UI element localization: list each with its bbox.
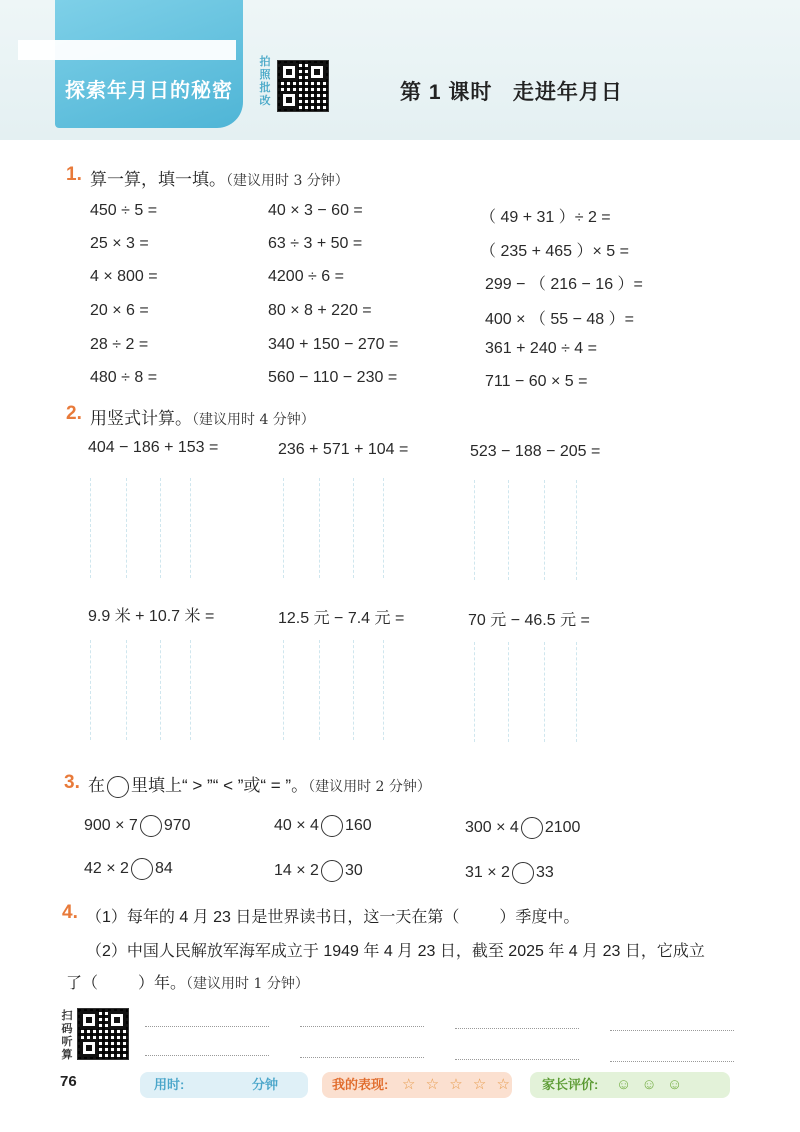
grid-line xyxy=(353,640,354,740)
grid-line xyxy=(576,480,577,580)
answer-line[interactable] xyxy=(300,1057,424,1058)
q1-expr: 40 × 3 − 60 = xyxy=(268,202,363,219)
grid-line xyxy=(90,478,91,578)
time-unit: 分钟 xyxy=(252,1077,279,1092)
time-label: 用时: xyxy=(154,1077,185,1092)
grid-line xyxy=(383,640,384,740)
q3-left: 42 × 2 xyxy=(84,860,129,878)
q4-line-3-a: 了（ xyxy=(66,975,99,992)
q1-expr: 340 + 150 − 270 = xyxy=(268,336,399,353)
answer-line[interactable] xyxy=(455,1028,579,1029)
answer-line[interactable] xyxy=(145,1055,269,1056)
q3-right: 2100 xyxy=(544,819,581,837)
grid-line xyxy=(576,642,577,742)
q1-expr: 20 × 6 = xyxy=(90,302,149,319)
q3-right: 160 xyxy=(344,817,372,835)
q1-time-note: （建议用时 3 分钟） xyxy=(226,173,349,189)
q4-line-3 xyxy=(66,970,309,993)
q3-item xyxy=(84,858,173,880)
q3-number: 3. xyxy=(64,772,80,793)
q3-right: 30 xyxy=(344,862,363,880)
circle-blank-icon xyxy=(107,776,129,798)
q3-right: 84 xyxy=(154,860,173,878)
grid-line xyxy=(160,640,161,740)
compare-circle[interactable] xyxy=(140,815,162,837)
q2-number: 2. xyxy=(66,403,82,424)
answer-line[interactable] xyxy=(145,1026,269,1027)
q1-expr: 4 × 800 = xyxy=(90,268,158,285)
q3-instruction-a: 在 xyxy=(88,776,105,795)
q4-line-3-b: ）年。 xyxy=(138,975,187,992)
compare-circle[interactable] xyxy=(321,860,343,882)
q1-expr: 450 ÷ 5 = xyxy=(90,202,158,219)
performance-label: 我的表现: xyxy=(332,1077,389,1092)
q2-work-area-2[interactable] xyxy=(283,478,403,578)
answer-line[interactable] xyxy=(300,1026,424,1027)
grid-line xyxy=(160,478,161,578)
q1-expr: 560 − 110 − 230 = xyxy=(268,369,398,386)
q1-expr: 400 × （ 55 − 48 ）= xyxy=(485,311,634,328)
q3-left: 300 × 4 xyxy=(465,819,519,837)
q3-left: 900 × 7 xyxy=(84,817,138,835)
grid-line xyxy=(126,478,127,578)
grid-line xyxy=(319,478,320,578)
q2-work-area-5[interactable] xyxy=(283,640,403,740)
q4-line-1-a: （1）每年的 4 月 23 日是世界读书日，这一天在第（ xyxy=(86,909,460,926)
compare-circle[interactable] xyxy=(321,815,343,837)
compare-circle[interactable] xyxy=(521,817,543,839)
grid-line xyxy=(90,640,91,740)
q3-time-note: （建议用时 2 分钟） xyxy=(308,779,431,795)
scan-listen-label: 扫码听算 xyxy=(61,1010,73,1061)
grid-line xyxy=(353,478,354,578)
scan-qr-code-icon[interactable] xyxy=(77,1008,129,1060)
photo-correct-label: 拍照批改 xyxy=(259,56,271,107)
q1-expr: 480 ÷ 8 = xyxy=(90,369,158,386)
q1-expr: 63 ÷ 3 + 50 = xyxy=(268,235,363,252)
q1-expr: 4200 ÷ 6 = xyxy=(268,268,344,285)
q3-text xyxy=(88,771,431,798)
q2-work-area-1[interactable] xyxy=(90,478,210,578)
q2-expr: 12.5 元 − 7.4 元 = xyxy=(278,610,405,627)
q1-number: 1. xyxy=(66,164,82,185)
q3-left: 14 × 2 xyxy=(274,862,319,880)
q3-item xyxy=(465,862,554,884)
q3-left: 40 × 4 xyxy=(274,817,319,835)
performance-box[interactable] xyxy=(322,1072,512,1098)
q1-expr: 299 − （ 216 − 16 ）= xyxy=(485,276,643,293)
q4-time-note: （建议用时 1 分钟） xyxy=(186,976,309,992)
q1-text xyxy=(90,165,349,190)
q2-work-area-3[interactable] xyxy=(474,480,594,580)
grid-line xyxy=(474,480,475,580)
grid-line xyxy=(544,642,545,742)
time-used-box[interactable] xyxy=(140,1072,308,1098)
q2-text xyxy=(90,404,315,429)
q4-line-2: （2）中国人民解放军海军成立于 1949 年 4 月 23 日，截至 2025 年 4 月 23 日，它成立 xyxy=(86,943,705,960)
parent-label: 家长评价: xyxy=(542,1077,599,1092)
compare-circle[interactable] xyxy=(512,862,534,884)
smiley-rating-icons[interactable]: ☺ ☺ ☺ xyxy=(616,1076,686,1093)
q3-right: 33 xyxy=(535,864,554,882)
answer-line[interactable] xyxy=(610,1061,734,1062)
q1-expr: 25 × 3 = xyxy=(90,235,149,252)
compare-circle[interactable] xyxy=(131,858,153,880)
q2-expr: 404 − 186 + 153 = xyxy=(88,439,219,456)
grid-line xyxy=(283,640,284,740)
q1-expr: 361 + 240 ÷ 4 = xyxy=(485,340,597,357)
grid-line xyxy=(190,478,191,578)
q2-expr: 70 元 − 46.5 元 = xyxy=(468,612,590,629)
grid-line xyxy=(474,642,475,742)
q1-expr: （ 49 + 31 ）÷ 2 = xyxy=(480,209,611,226)
unit-tab xyxy=(55,0,243,128)
answer-line[interactable] xyxy=(455,1059,579,1060)
q3-item xyxy=(274,815,372,837)
q3-item xyxy=(84,815,191,837)
lesson-title: 第 1 课时 走进年月日 xyxy=(400,81,623,104)
grid-line xyxy=(544,480,545,580)
q3-left: 31 × 2 xyxy=(465,864,510,882)
q3-right: 970 xyxy=(163,817,191,835)
q1-instruction: 算一算，填一填。 xyxy=(90,170,226,189)
q2-expr: 523 − 188 − 205 = xyxy=(470,443,601,460)
q1-expr: 28 ÷ 2 = xyxy=(90,336,149,353)
q2-expr: 236 + 571 + 104 = xyxy=(278,441,409,458)
grid-line xyxy=(283,478,284,578)
q3-item xyxy=(274,860,363,882)
q2-instruction: 用竖式计算。 xyxy=(90,409,192,428)
q2-time-note: （建议用时 4 分钟） xyxy=(192,412,315,428)
parent-review-box[interactable] xyxy=(530,1072,730,1098)
q4-number: 4. xyxy=(62,902,78,923)
grid-line xyxy=(190,640,191,740)
q3-instruction-b: 里填上“ > ”“ < ”或“ = ”。 xyxy=(131,776,309,795)
unit-tab-white-strip xyxy=(18,40,236,60)
grid-line xyxy=(508,480,509,580)
unit-title: 探索年月日的秘密 xyxy=(65,80,233,102)
q4-line-1-b: ）季度中。 xyxy=(499,909,580,926)
page-number: 76 xyxy=(60,1073,77,1090)
grid-line xyxy=(383,478,384,578)
q1-expr: 711 − 60 × 5 = xyxy=(485,373,588,390)
grid-line xyxy=(126,640,127,740)
q2-work-area-4[interactable] xyxy=(90,640,210,740)
answer-line[interactable] xyxy=(610,1030,734,1031)
q1-expr: 80 × 8 + 220 = xyxy=(268,302,372,319)
star-rating-icons[interactable]: ☆ ☆ ☆ ☆ ☆ xyxy=(402,1076,513,1093)
qr-code-icon[interactable] xyxy=(277,60,329,112)
q1-expr: （ 235 + 465 ）× 5 = xyxy=(480,243,629,260)
q2-work-area-6[interactable] xyxy=(474,642,594,742)
grid-line xyxy=(319,640,320,740)
grid-line xyxy=(508,642,509,742)
q3-item xyxy=(465,817,580,839)
q4-line-1 xyxy=(86,904,579,927)
q2-expr: 9.9 米 + 10.7 米 = xyxy=(88,608,215,625)
